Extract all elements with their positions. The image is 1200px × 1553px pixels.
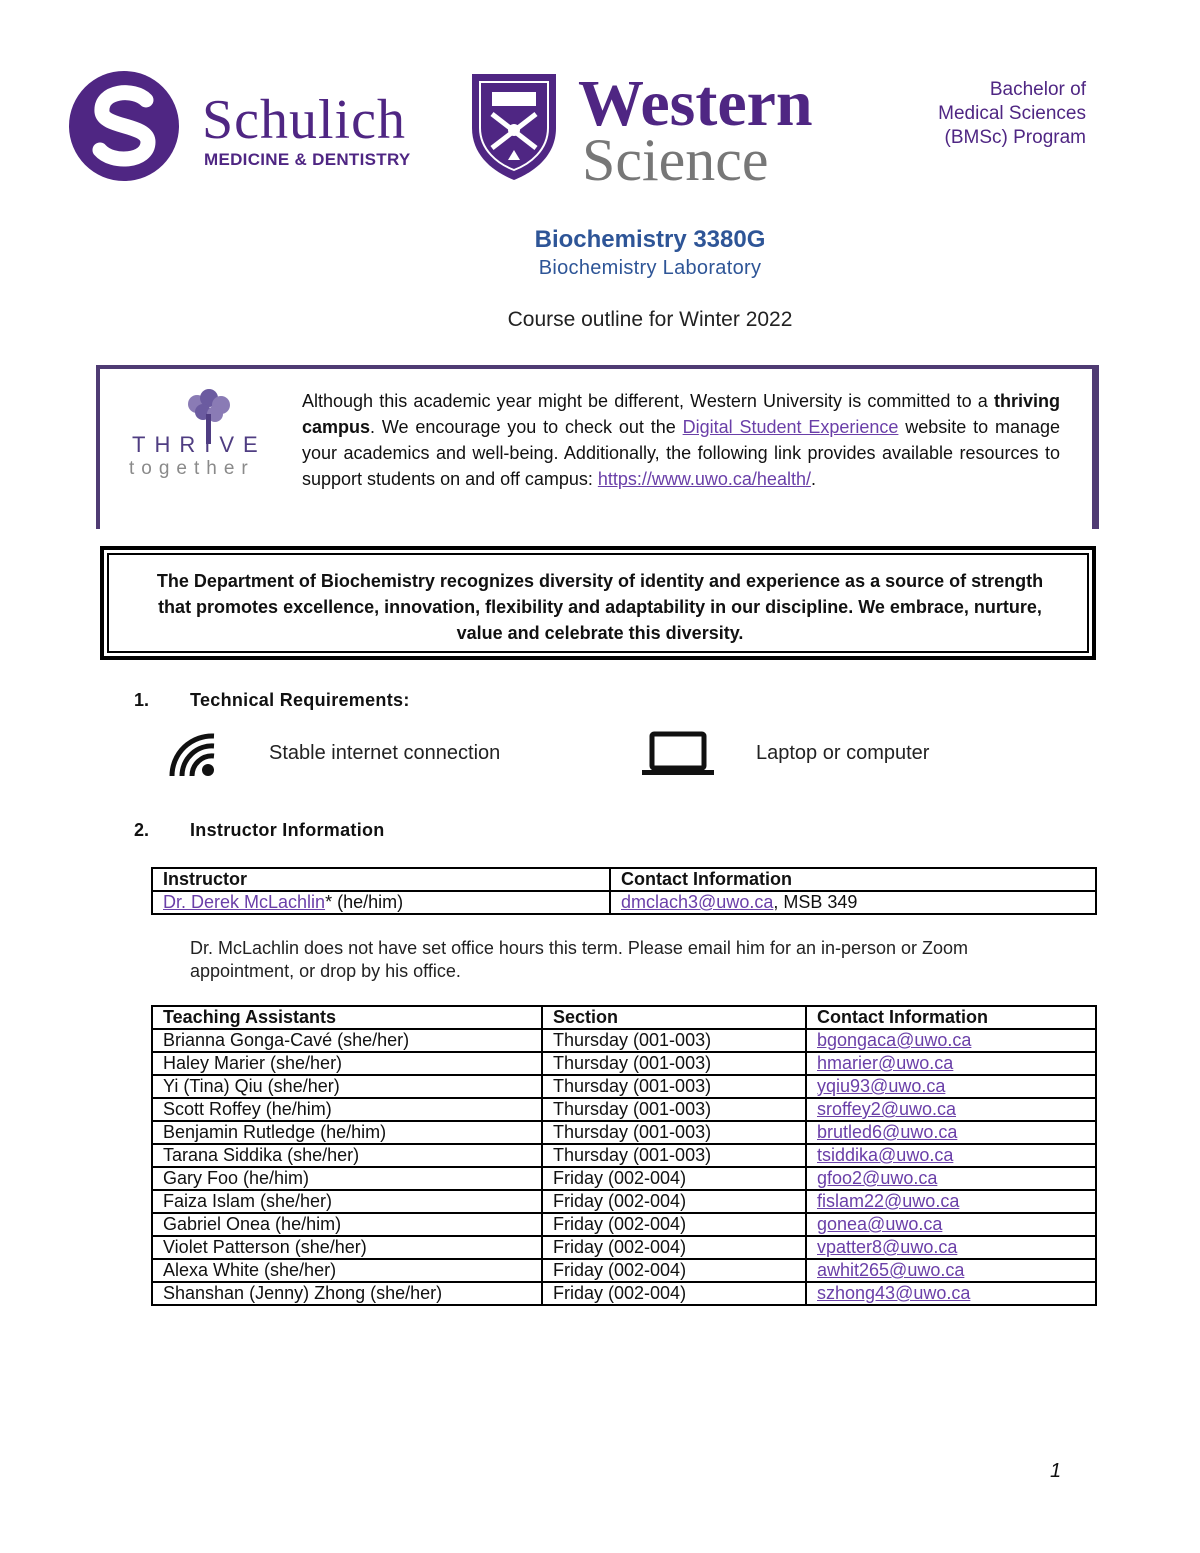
bmsc-line: Medical Sciences — [938, 103, 1086, 124]
instructor-name-cell — [152, 891, 610, 914]
section-1-title: Technical Requirements: — [190, 690, 410, 710]
ta-contact-cell — [806, 1282, 1096, 1305]
ta-section-cell: Thursday (001-003) — [542, 1052, 806, 1075]
ta-email-link[interactable]: awhit265@uwo.ca — [817, 1260, 965, 1280]
ta-contact-cell — [806, 1259, 1096, 1282]
ta-section-cell: Friday (002-004) — [542, 1259, 806, 1282]
table-row — [152, 1121, 1096, 1144]
ta-name-cell: Tarana Siddika (she/her) — [152, 1144, 542, 1167]
ta-section-cell: Thursday (001-003) — [542, 1029, 806, 1052]
instructor-email-link[interactable]: dmclach3@uwo.ca — [621, 892, 774, 912]
ta-name-cell: Haley Marier (she/her) — [152, 1052, 542, 1075]
instructor-table — [151, 867, 1097, 915]
ta-name-cell: Benjamin Rutledge (he/him) — [152, 1121, 542, 1144]
thrive-logo-text: THRIVE — [132, 432, 267, 457]
thrive-paragraph — [302, 388, 1060, 492]
instructor-note: Dr. McLachlin does not have set office hours this term. Please email him for an in-person or Zoom appointment, or drop by his office. — [190, 938, 969, 981]
table-header-row — [152, 868, 1096, 891]
header-section: Section — [542, 1006, 806, 1029]
table-row — [152, 1259, 1096, 1282]
table-row — [152, 1052, 1096, 1075]
ta-name-cell: Yi (Tina) Qiu (she/her) — [152, 1075, 542, 1098]
instructor-contact-cell — [610, 891, 1096, 914]
ta-contact-cell — [806, 1029, 1096, 1052]
ta-contact-cell — [806, 1121, 1096, 1144]
western-wordmark: Western — [578, 67, 813, 140]
science-wordmark: Science — [582, 127, 769, 193]
ta-email-link[interactable]: hmarier@uwo.ca — [817, 1053, 954, 1073]
ta-email-link[interactable]: yqiu93@uwo.ca — [817, 1076, 946, 1096]
ta-contact-cell — [806, 1052, 1096, 1075]
course-subtitle: Biochemistry Laboratory — [538, 257, 762, 279]
bmsc-program-label — [900, 78, 1086, 150]
ta-name-cell: Alexa White (she/her) — [152, 1259, 542, 1282]
bmsc-line: (BMSc) Program — [944, 127, 1086, 148]
health-resources-link[interactable]: https://www.uwo.ca/health/ — [597, 469, 811, 489]
ta-name-cell: Faiza Islam (she/her) — [152, 1190, 542, 1213]
ta-email-link[interactable]: bgongaca@uwo.ca — [817, 1030, 972, 1050]
ta-name-cell: Brianna Gonga-Cavé (she/her) — [152, 1029, 542, 1052]
table-row — [152, 1098, 1096, 1121]
ta-name-cell: Scott Roffey (he/him) — [152, 1098, 542, 1121]
ta-email-link[interactable]: brutled6@uwo.ca — [817, 1122, 958, 1142]
ta-contact-cell — [806, 1190, 1096, 1213]
ta-section-cell: Friday (002-004) — [542, 1236, 806, 1259]
schulich-s-logo-icon — [68, 70, 180, 182]
schulich-subtitle: MEDICINE & DENTISTRY — [204, 150, 411, 169]
ta-section-cell: Thursday (001-003) — [542, 1144, 806, 1167]
ta-email-link[interactable]: gonea@uwo.ca — [817, 1214, 943, 1234]
ta-email-link[interactable]: szhong43@uwo.ca — [817, 1283, 971, 1303]
header-ta: Teaching Assistants — [152, 1006, 542, 1029]
thrive-text-part: . — [810, 469, 816, 489]
ta-email-link[interactable]: tsiddika@uwo.ca — [817, 1145, 954, 1165]
laptop-icon — [640, 730, 716, 778]
thrive-text-part: . We encourage you to check out the — [370, 417, 683, 437]
table-row — [152, 1075, 1096, 1098]
course-title: Biochemistry 3380G — [534, 226, 766, 253]
diversity-statement: The Department of Biochemistry recognizes diversity of identity and experience as a source of strength that promotes excellence, innovation, flexibility and adaptability in our discipline. We embrace, nurture, value and celebrate this diversity. — [156, 571, 1044, 643]
table-header-row — [152, 1006, 1096, 1029]
ta-contact-cell — [806, 1098, 1096, 1121]
instructor-office: , MSB 349 — [773, 892, 858, 912]
ta-name-cell: Shanshan (Jenny) Zhong (she/her) — [152, 1282, 542, 1305]
ta-email-link[interactable]: vpatter8@uwo.ca — [817, 1237, 958, 1257]
ta-contact-cell — [806, 1075, 1096, 1098]
ta-section-cell: Thursday (001-003) — [542, 1075, 806, 1098]
section-2-title: Instructor Information — [190, 820, 385, 840]
ta-section-cell: Thursday (001-003) — [542, 1098, 806, 1121]
table-row — [152, 1144, 1096, 1167]
header-instructor: Instructor — [152, 868, 610, 891]
page-number: 1 — [1050, 1460, 1062, 1482]
teaching-assistants-table — [151, 1005, 1097, 1306]
header-ta-contact: Contact Information — [806, 1006, 1096, 1029]
table-row — [152, 1029, 1096, 1052]
requirement-internet: Stable internet connection — [269, 742, 501, 764]
section-1-number: 1. — [134, 690, 150, 710]
table-row — [152, 1190, 1096, 1213]
instructor-pronouns: * (he/him) — [325, 892, 404, 912]
instructor-name-link[interactable]: Dr. Derek McLachlin — [163, 892, 326, 912]
thrive-text-part: Although this academic year might be different, Western University is committed to a — [302, 391, 994, 411]
bmsc-line: Bachelor of — [989, 79, 1086, 100]
ta-section-cell: Thursday (001-003) — [542, 1121, 806, 1144]
table-row — [152, 1167, 1096, 1190]
wifi-icon — [162, 726, 222, 782]
ta-email-link[interactable]: gfoo2@uwo.ca — [817, 1168, 938, 1188]
ta-contact-cell — [806, 1167, 1096, 1190]
ta-contact-cell — [806, 1236, 1096, 1259]
table-row — [152, 891, 1096, 914]
ta-section-cell: Friday (002-004) — [542, 1167, 806, 1190]
ta-section-cell: Friday (002-004) — [542, 1282, 806, 1305]
ta-name-cell: Gary Foo (he/him) — [152, 1167, 542, 1190]
header-contact: Contact Information — [610, 868, 1096, 891]
table-row — [152, 1236, 1096, 1259]
western-crest-icon — [468, 70, 560, 182]
course-outline-label: Course outline for Winter 2022 — [507, 308, 793, 331]
ta-email-link[interactable]: sroffey2@uwo.ca — [817, 1099, 957, 1119]
table-row — [152, 1282, 1096, 1305]
thrive-text-part: website to manage your academics and well-being. Additionally, the following link provides available resources to support students on and off campus: — [302, 417, 1061, 489]
together-logo-text: together — [129, 458, 255, 479]
ta-contact-cell — [806, 1213, 1096, 1236]
ta-section-cell: Friday (002-004) — [542, 1213, 806, 1236]
ta-section-cell: Friday (002-004) — [542, 1190, 806, 1213]
ta-contact-cell — [806, 1144, 1096, 1167]
digital-student-experience-link[interactable]: Digital Student Experience — [682, 417, 899, 437]
requirement-laptop: Laptop or computer — [756, 742, 930, 764]
thrive-bold: thriving campus — [302, 391, 1060, 437]
ta-table-body — [152, 1029, 1096, 1305]
schulich-wordmark: Schulich — [202, 89, 406, 151]
table-row — [152, 1213, 1096, 1236]
section-2-number: 2. — [134, 820, 150, 840]
ta-name-cell: Gabriel Onea (he/him) — [152, 1213, 542, 1236]
ta-name-cell: Violet Patterson (she/her) — [152, 1236, 542, 1259]
ta-email-link[interactable]: fislam22@uwo.ca — [817, 1191, 960, 1211]
